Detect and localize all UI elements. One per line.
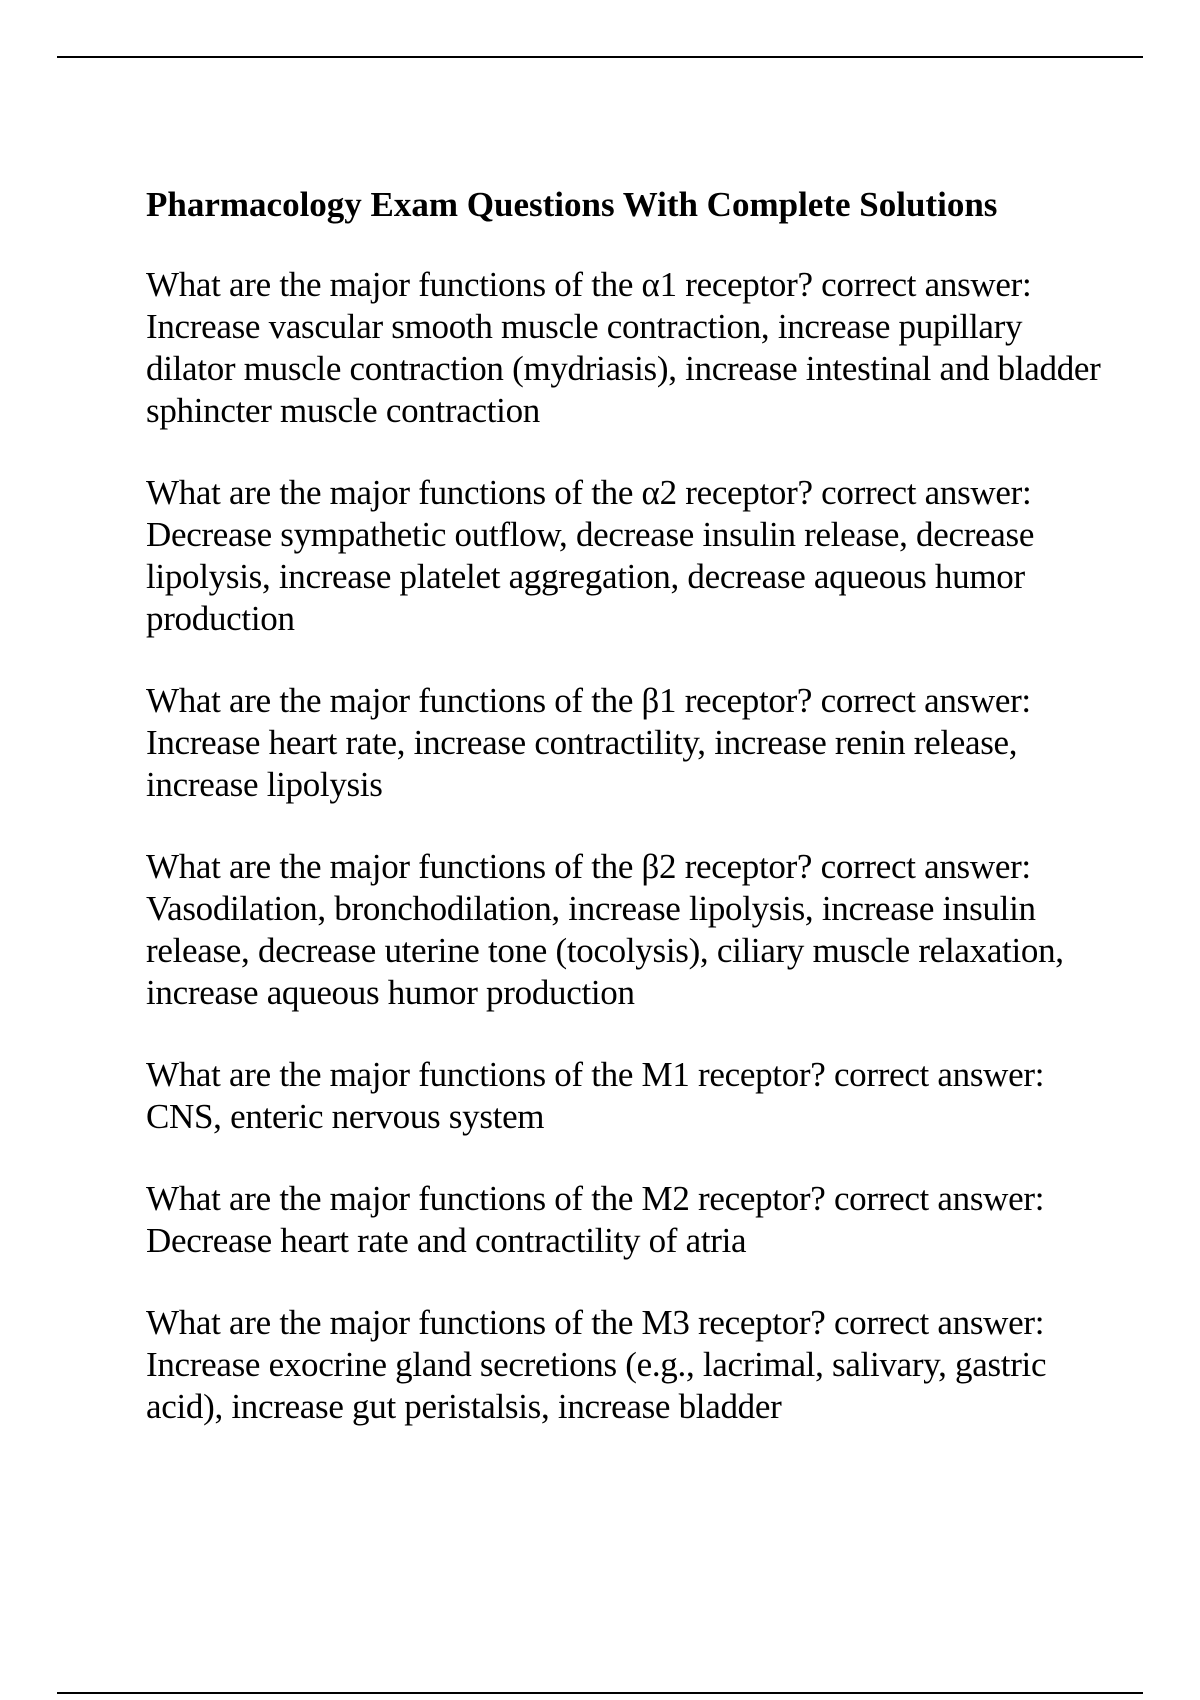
answer-label: correct answer: <box>821 473 1032 512</box>
answer-label: correct answer: <box>820 847 1031 886</box>
answer-text: Increase vascular smooth muscle contraction, increase pupillary dilator muscle contraction (mydriasis), increase intestinal and bladder sphincter muscle contraction <box>146 307 1101 430</box>
question-text: What are the major functions of the M2 receptor? <box>146 1179 826 1218</box>
bottom-rule <box>57 1692 1143 1694</box>
qa-item-alpha2 <box>146 472 1106 640</box>
question-text: What are the major functions of the β2 receptor? <box>146 847 813 886</box>
qa-item-alpha1 <box>146 264 1106 432</box>
qa-item-beta2 <box>146 846 1106 1014</box>
answer-text: Vasodilation, bronchodilation, increase lipolysis, increase insulin release, decrease uterine tone (tocolysis), ciliary muscle relaxation, increase aqueous humor production <box>146 889 1064 1012</box>
answer-label: correct answer: <box>820 681 1031 720</box>
top-rule <box>57 56 1143 58</box>
question-text: What are the major functions of the α2 receptor? <box>146 473 813 512</box>
answer-text: Decrease sympathetic outflow, decrease insulin release, decrease lipolysis, increase platelet aggregation, decrease aqueous humor production <box>146 515 1035 638</box>
document-body <box>146 184 1106 1428</box>
answer-text: Increase heart rate, increase contractility, increase renin release, increase lipolysis <box>146 723 1018 804</box>
qa-item-m2 <box>146 1178 1106 1262</box>
answer-label: correct answer: <box>833 1179 1045 1218</box>
answer-text: CNS, enteric nervous system <box>146 1097 545 1136</box>
qa-item-m1 <box>146 1054 1106 1138</box>
question-text: What are the major functions of the M1 receptor? <box>146 1055 826 1094</box>
question-text: What are the major functions of the M3 receptor? <box>146 1303 826 1342</box>
qa-item-beta1 <box>146 680 1106 806</box>
question-text: What are the major functions of the β1 receptor? <box>146 681 813 720</box>
answer-text: Decrease heart rate and contractility of atria <box>146 1221 747 1260</box>
question-text: What are the major functions of the α1 receptor? <box>146 265 813 304</box>
answer-label: correct answer: <box>821 265 1032 304</box>
answer-text: Increase exocrine gland secretions (e.g., lacrimal, salivary, gastric acid), increase gut peristalsis, increase bladder <box>146 1345 1047 1426</box>
answer-label: correct answer: <box>833 1055 1045 1094</box>
qa-item-m3 <box>146 1302 1106 1428</box>
answer-label: correct answer: <box>833 1303 1045 1342</box>
document-title: Pharmacology Exam Questions With Complete Solutions <box>146 185 998 224</box>
